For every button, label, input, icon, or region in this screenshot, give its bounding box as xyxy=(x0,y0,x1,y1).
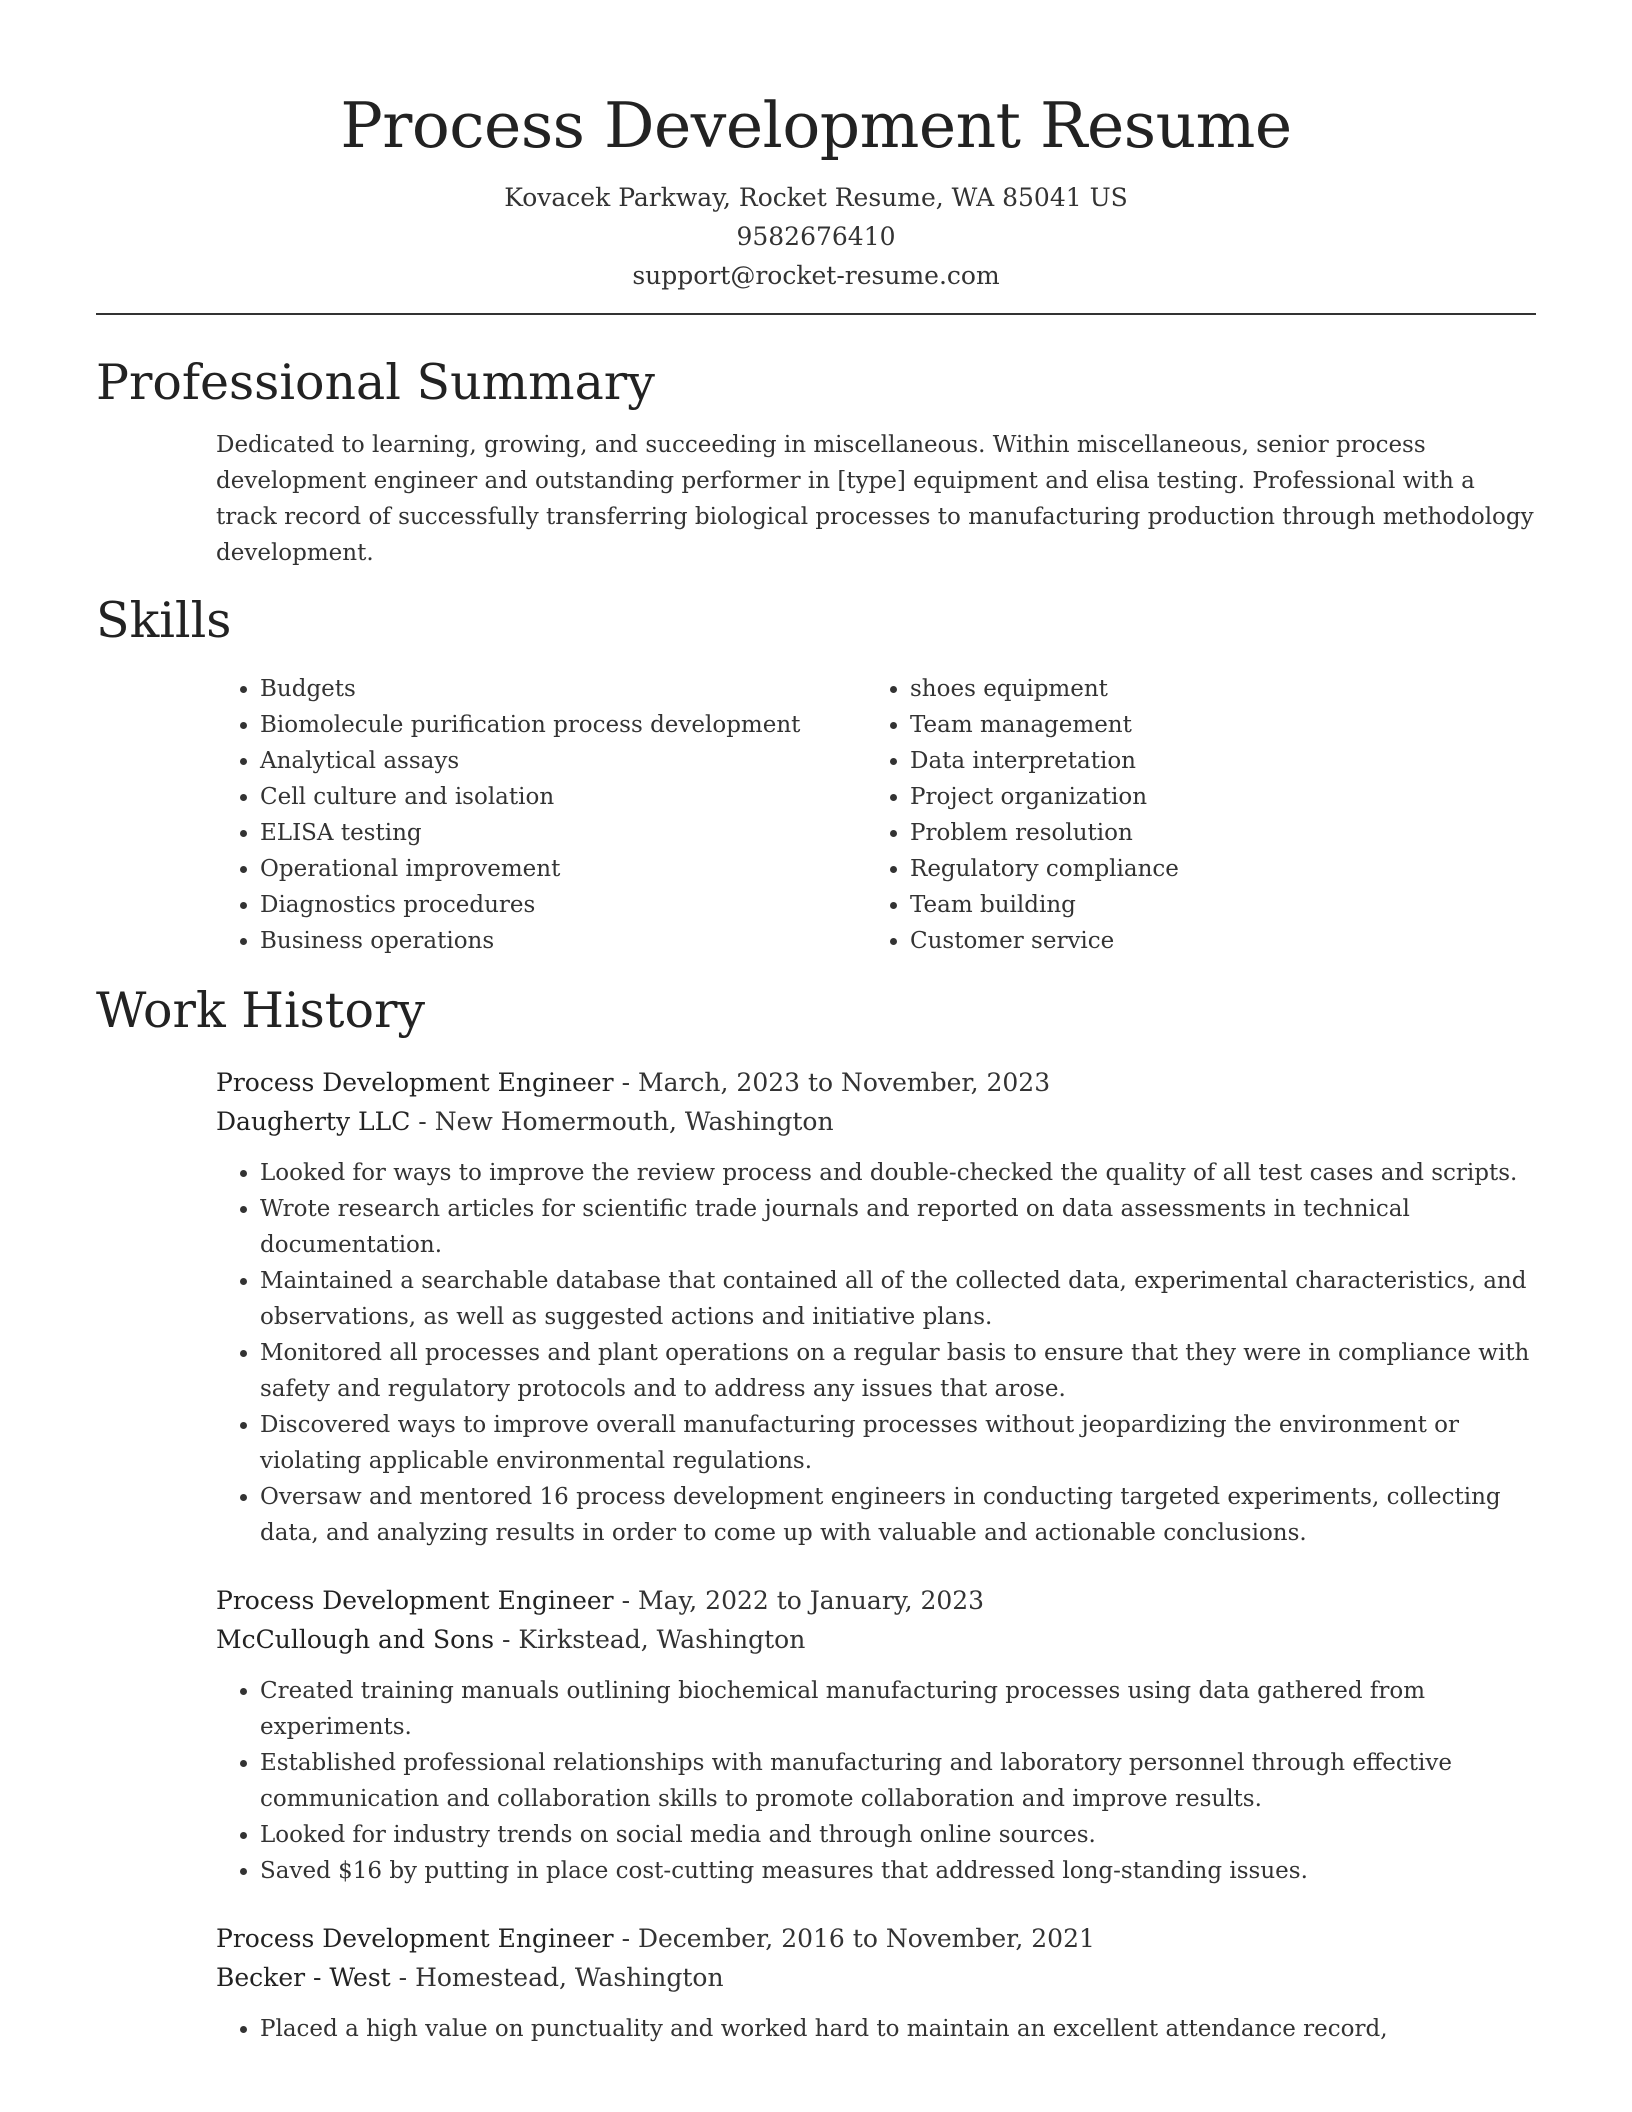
job-entry xyxy=(216,1063,1536,1551)
contact-block xyxy=(96,178,1536,295)
contact-email: support@rocket-resume.com xyxy=(632,261,1000,290)
job-company-line xyxy=(216,1958,1536,1997)
job-title-line xyxy=(216,1063,1536,1102)
job-entry xyxy=(216,1919,1536,2047)
job-title-line xyxy=(216,1919,1536,1958)
contact-phone: 9582676410 xyxy=(736,222,896,251)
skill-item: • Operational improvement xyxy=(260,851,866,887)
skill-item: • Customer service xyxy=(910,923,1179,959)
resume-title: Process Development Resume xyxy=(340,89,1292,162)
work-history-heading: Work History xyxy=(96,982,426,1039)
contact-address: Kovacek Parkway, Rocket Resume, WA 85041 US xyxy=(504,183,1128,212)
job-dates: - December, 2016 to November, 2021 xyxy=(613,1924,1095,1953)
job-company-line xyxy=(216,1620,1536,1659)
job-title-line xyxy=(216,1581,1536,1620)
skill-item: • Business operations xyxy=(260,923,866,959)
skill-item: • Biomolecule purification process development xyxy=(260,707,866,743)
summary-text: Dedicated to learning, growing, and succeeding in miscellaneous. Within miscellaneous, senior process development engineer and outstanding performer in [type] equipment and elisa testing. Professional with a track record of successfully transferring biological processes to manufacturing production through methodology development. xyxy=(216,432,1534,566)
skill-item: • Project organization xyxy=(910,779,1179,815)
skill-item: • Team management xyxy=(910,707,1179,743)
job-bullets xyxy=(216,2011,1536,2047)
job-company: Becker - West xyxy=(216,1963,391,1992)
skill-item: • Problem resolution xyxy=(910,815,1179,851)
job-bullets xyxy=(216,1155,1536,1551)
skill-item: • Analytical assays xyxy=(260,743,866,779)
job-location: - Homestead, Washington xyxy=(390,1963,724,1992)
job-title: Process Development Engineer xyxy=(216,1924,614,1953)
skill-item: • Regulatory compliance xyxy=(910,851,1179,887)
job-bullet: • Placed a high value on punctuality and worked hard to maintain an excellent attendance record, xyxy=(260,2011,1536,2047)
job-bullet: • Looked for industry trends on social media and through online sources. xyxy=(260,1817,1536,1853)
job-entry xyxy=(216,1581,1536,1889)
job-bullets xyxy=(216,1673,1536,1889)
skills-column-2 xyxy=(866,671,1179,959)
skill-item: • shoes equipment xyxy=(910,671,1179,707)
skills-column-1 xyxy=(216,671,866,959)
skill-item: • Team building xyxy=(910,887,1179,923)
summary-heading: Professional Summary xyxy=(96,354,655,411)
job-company-line xyxy=(216,1102,1536,1141)
job-bullet: • Monitored all processes and plant operations on a regular basis to ensure that they were in compliance with safety and regulatory protocols and to address any issues that arose. xyxy=(260,1335,1536,1407)
job-dates: - May, 2022 to January, 2023 xyxy=(613,1586,985,1615)
job-location: - Kirkstead, Washington xyxy=(494,1625,806,1654)
skill-item: • ELISA testing xyxy=(260,815,866,851)
job-bullet: • Looked for ways to improve the review process and double-checked the quality of all test cases and scripts. xyxy=(260,1155,1536,1191)
job-title: Process Development Engineer xyxy=(216,1586,614,1615)
job-title: Process Development Engineer xyxy=(216,1068,614,1097)
job-bullet: • Created training manuals outlining biochemical manufacturing processes using data gathered from experiments. xyxy=(260,1673,1536,1745)
job-company: Daugherty LLC xyxy=(216,1107,411,1136)
header-divider xyxy=(96,313,1536,315)
skills-heading: Skills xyxy=(96,592,232,649)
job-bullet: • Discovered ways to improve overall manufacturing processes without jeopardizing the environment or violating applicable environmental regulations. xyxy=(260,1407,1536,1479)
skill-item: • Cell culture and isolation xyxy=(260,779,866,815)
job-company: McCullough and Sons xyxy=(216,1625,495,1654)
job-bullet: • Saved $16 by putting in place cost-cutting measures that addressed long-standing issues. xyxy=(260,1853,1536,1889)
job-location: - New Homermouth, Washington xyxy=(410,1107,834,1136)
skill-item: • Data interpretation xyxy=(910,743,1179,779)
job-bullet: • Maintained a searchable database that contained all of the collected data, experimental characteristics, and observations, as well as suggested actions and initiative plans. xyxy=(260,1263,1536,1335)
job-bullet: • Wrote research articles for scientific trade journals and reported on data assessments in technical documentation. xyxy=(260,1191,1536,1263)
skill-item: • Budgets xyxy=(260,671,866,707)
job-bullet: • Oversaw and mentored 16 process development engineers in conducting targeted experiments, collecting data, and analyzing results in order to come up with valuable and actionable conclusions. xyxy=(260,1479,1536,1551)
job-dates: - March, 2023 to November, 2023 xyxy=(613,1068,1051,1097)
skill-item: • Diagnostics procedures xyxy=(260,887,866,923)
skills-list xyxy=(216,671,1536,959)
job-bullet: • Established professional relationships with manufacturing and laboratory personnel through effective communication and collaboration skills to promote collaboration and improve results. xyxy=(260,1745,1536,1817)
